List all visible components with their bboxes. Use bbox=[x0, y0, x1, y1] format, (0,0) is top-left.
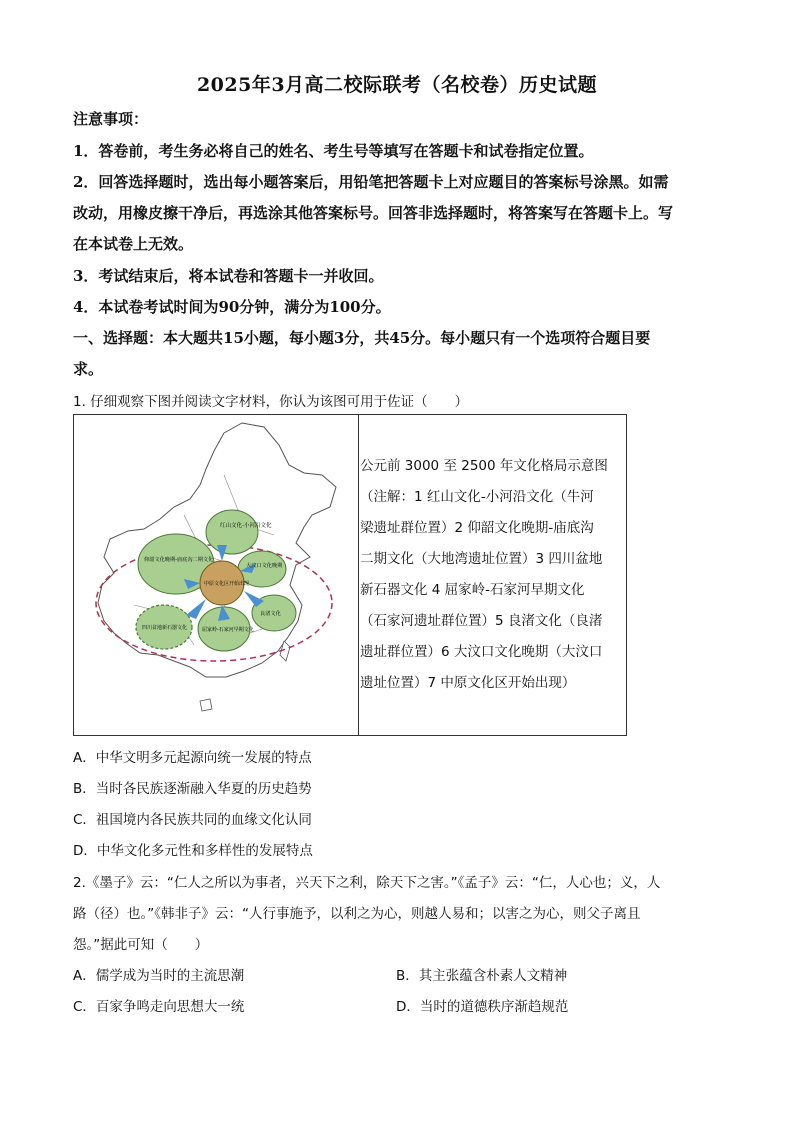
figure-caption bbox=[360, 451, 622, 699]
q1-option-d[interactable]: D．中华文化多元性和多样性的发展特点 bbox=[73, 843, 313, 859]
caption-line-6: （石家河遗址群位置）5 良渚文化（良渚 bbox=[360, 613, 603, 629]
q1-option-c[interactable]: C．祖国境内各民族共同的血缘文化认同 bbox=[73, 812, 312, 828]
label-hongshan: 红山文化-小河沿文化 bbox=[220, 523, 272, 529]
section-heading: 一、选择题：本大题共15小题，每小题3分，共45分。每小题只有一个选项符合题目要 bbox=[73, 329, 651, 347]
note-1: 1．答卷前，考生务必将自己的姓名、考生号等填写在答题卡和试卷指定位置。 bbox=[73, 142, 594, 160]
question-1-stem: 1. 仔细观察下图并阅读文字材料，你认为该图可用于佐证（ ） bbox=[73, 394, 469, 410]
label-zhongyuan: 中原文化区开始出现 bbox=[204, 581, 250, 587]
figure-table bbox=[73, 414, 627, 736]
page-title: 2025年3月高二校际联考（名校卷）历史试题 bbox=[196, 74, 598, 96]
caption-line-8: 遗址位置）7 中原文化区开始出现） bbox=[360, 675, 576, 691]
label-sichuan: 四川盆地新石器文化 bbox=[142, 625, 188, 631]
caption-line-4: 二期文化（大地湾遗址位置）3 四川盆地 bbox=[360, 551, 603, 567]
caption-line-7: 遗址群位置）6 大汶口文化晚期（大汶口 bbox=[360, 644, 603, 660]
note-2-end: 在本试卷上无效。 bbox=[73, 235, 194, 253]
label-qujialing: 屈家岭-石家河早期文化 bbox=[202, 627, 254, 633]
question-2-stem-3: 怨。”据此可知（ ） bbox=[73, 937, 209, 953]
caption-line-1: 公元前 3000 至 2500 年文化格局示意图 bbox=[360, 458, 608, 474]
question-2-stem-2: 路（径）也。”《韩非子》云：“人行事施予，以利之为心，则越人易和；以害之为心，则父子离且 bbox=[73, 906, 641, 922]
map-cell bbox=[74, 415, 359, 735]
question-2-stem-1: 2.《墨子》云：“仁人之所以为事者，兴天下之利，除天下之害。”《孟子》云：“仁，人心也；义，人 bbox=[73, 875, 661, 891]
label-yangshao: 仰韶文化晚期-庙底沟二期文化 bbox=[144, 557, 214, 563]
q1-option-b[interactable]: B．当时各民族逐渐融入华夏的历史趋势 bbox=[73, 781, 312, 797]
q1-option-a[interactable]: A．中华文明多元起源向统一发展的特点 bbox=[73, 750, 312, 766]
note-3: 3．考试结束后，将本试卷和答题卡一并收回。 bbox=[73, 267, 384, 285]
hainan-outline bbox=[200, 699, 212, 711]
caption-line-5: 新石器文化 4 屈家岭-石家河早期文化 bbox=[360, 582, 585, 598]
culture-map bbox=[74, 415, 358, 735]
note-2-cont: 改动，用橡皮擦干净后，再选涂其他答案标号。回答非选择题时，将答案写在答题卡上。写 bbox=[73, 204, 674, 222]
caption-line-2: （注解：1 红山文化-小河沿文化（牛河 bbox=[360, 489, 594, 505]
section-heading-cont: 求。 bbox=[73, 360, 104, 378]
note-2: 2．回答选择题时，选出每小题答案后，用铅笔把答题卡上对应题目的答案标号涂黑。如需 bbox=[73, 173, 669, 191]
label-dawenkou: 大汶口文化晚期 bbox=[246, 563, 283, 569]
notes-heading: 注意事项： bbox=[73, 110, 149, 128]
q2-option-b[interactable]: B．其主张蕴含朴素人文精神 bbox=[396, 968, 568, 984]
label-liangzhu: 良渚文化 bbox=[260, 611, 281, 617]
note-4: 4．本试卷考试时间为90分钟，满分为100分。 bbox=[73, 298, 391, 316]
hongshan-circle bbox=[206, 510, 258, 554]
q2-option-d[interactable]: D．当时的道德秩序渐趋规范 bbox=[396, 999, 569, 1015]
q2-option-a[interactable]: A．儒学成为当时的主流思潮 bbox=[73, 968, 245, 984]
q2-option-c[interactable]: C．百家争鸣走向思想大一统 bbox=[73, 999, 245, 1015]
caption-line-3: 梁遗址群位置）2 仰韶文化晚期-庙底沟 bbox=[360, 520, 594, 536]
